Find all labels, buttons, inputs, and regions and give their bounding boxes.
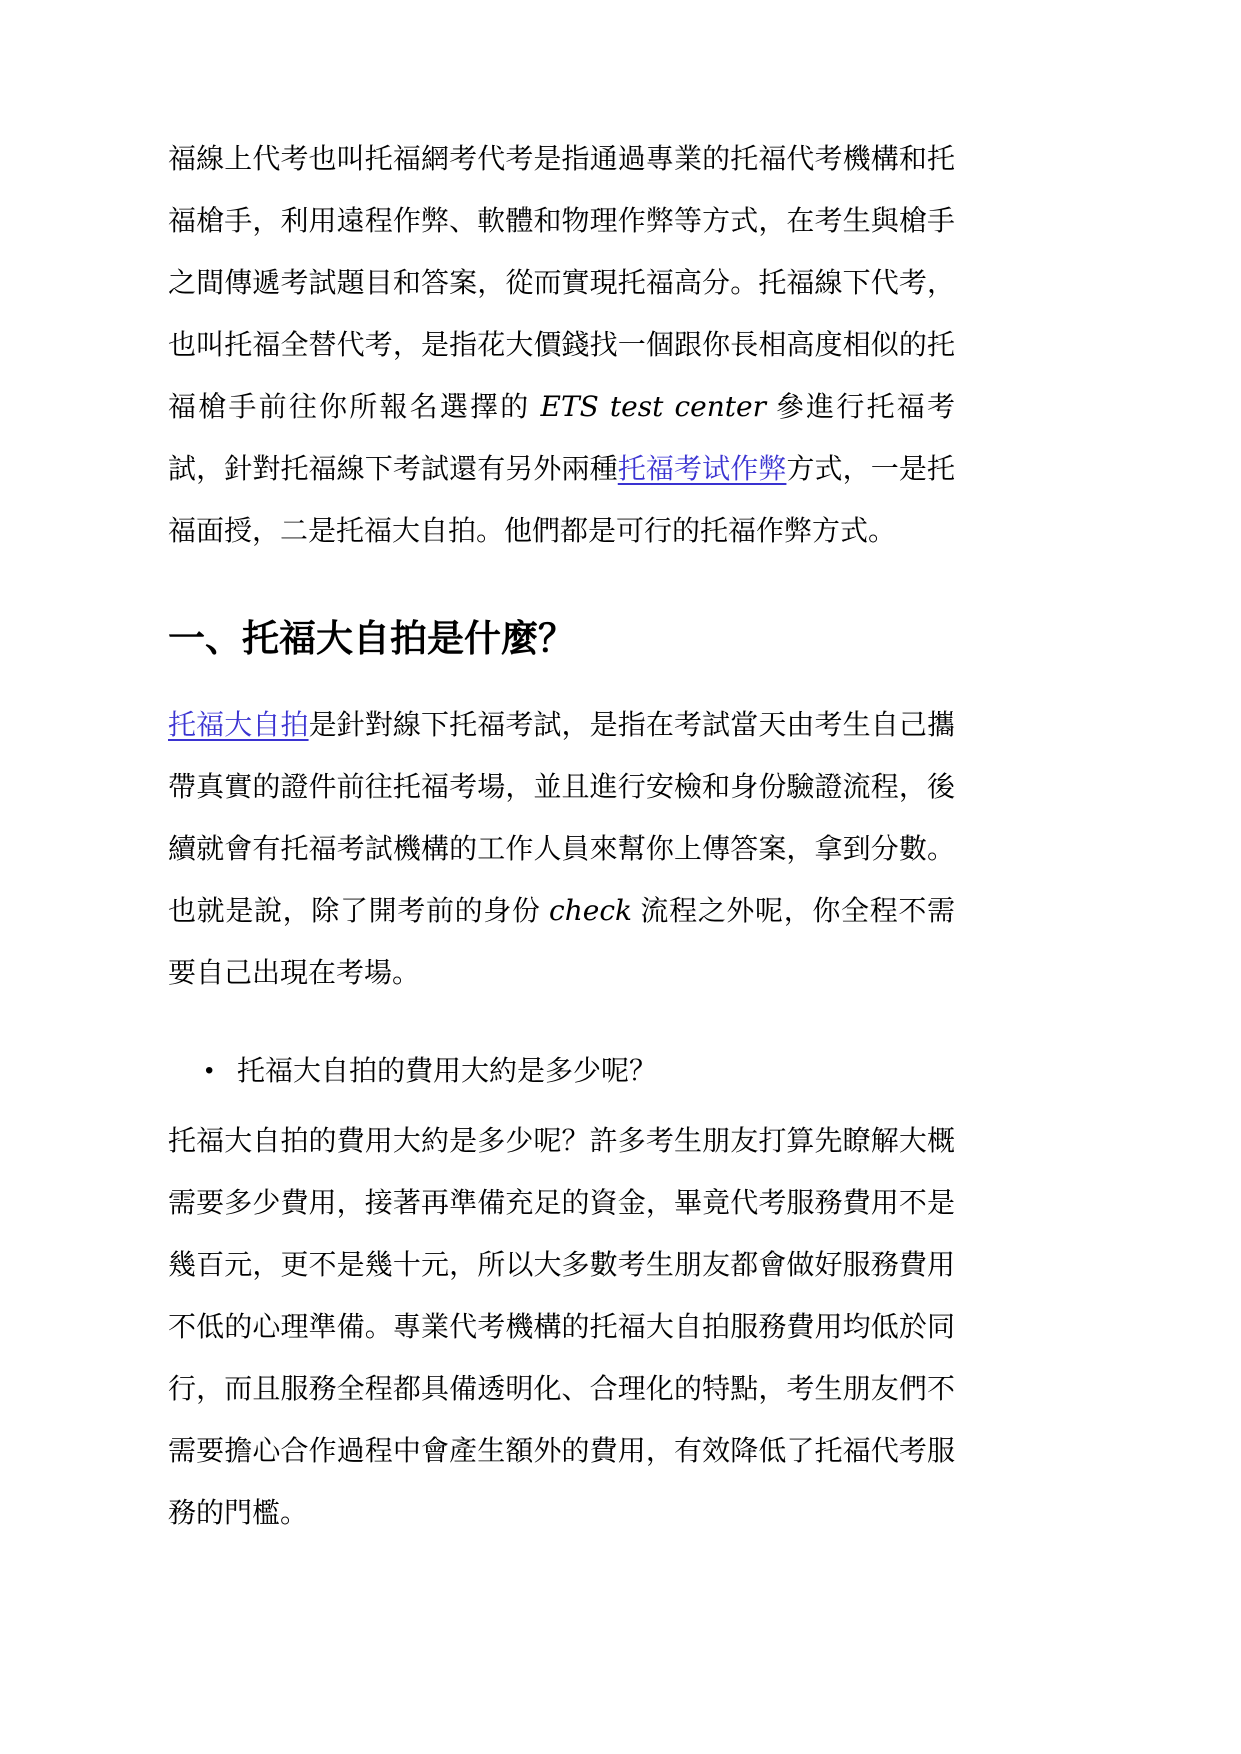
text-segment: 是針對線下托福考試，是指在考試當天由考生自己攜帶真實的證件前往托福考場，並且進行安檢和身份驗證流程，後續就會有托福考試機構的工作人員來幫你上傳答案，拿到分數。也就是說，除了開考前的身份 [168,709,955,926]
text-segment: 方式，一是托福面授，二是托福大自拍。他們都是可行的托福作弊方式。 [168,453,955,546]
bullet-text: 托福大自拍的費用大約是多少呢？ [237,1055,658,1086]
paragraph-intro [168,128,955,562]
text-segment: 福線上代考也叫托福網考代考是指通過專業的托福代考機構和托福槍手，利用遠程作弊、軟體和物理作弊等方式，在考生與槍手之間傳遞考試題目和答案，從而實現托福高分。托福線下代考，也叫托福全替代考，是指花大價錢找一個跟你長相高度相似的托福槍手前往你所報名選擇的 [168,143,955,422]
link-toefl-selfie[interactable]: 托福大自拍 [168,709,309,740]
bullet-icon: • [205,1057,214,1084]
text-segment-latin: check [549,894,632,927]
paragraph-selfie-description [168,694,955,1004]
bullet-item-cost-question [168,1040,955,1102]
link-toefl-exam-cheating[interactable]: 托福考试作弊 [617,453,787,484]
section-heading: 一、托福大自拍是什麼？ [168,618,575,659]
text-segment: 參進行托福考試，針對托福線下考試還有另外兩種 [168,391,955,484]
text-segment: 流程之外呢，你全程不需要自己出現在考場。 [168,895,956,988]
text-segment-latin: ETS test center [540,390,766,423]
paragraph-cost-details: 托福大自拍的費用大約是多少呢？許多考生朋友打算先瞭解大概需要多少費用，接著再準備充足的資金，畢竟代考服務費用不是幾百元，更不是幾十元，所以大多數考生朋友都會做好服務費用不低的心理準備。專業代考機構的托福大自拍服務費用均低於同行，而且服務全程都具備透明化、合理化的特點，考生朋友們不需要擔心合作過程中會產生額外的費用，有效降低了托福代考服務的門檻。 [168,1125,955,1528]
